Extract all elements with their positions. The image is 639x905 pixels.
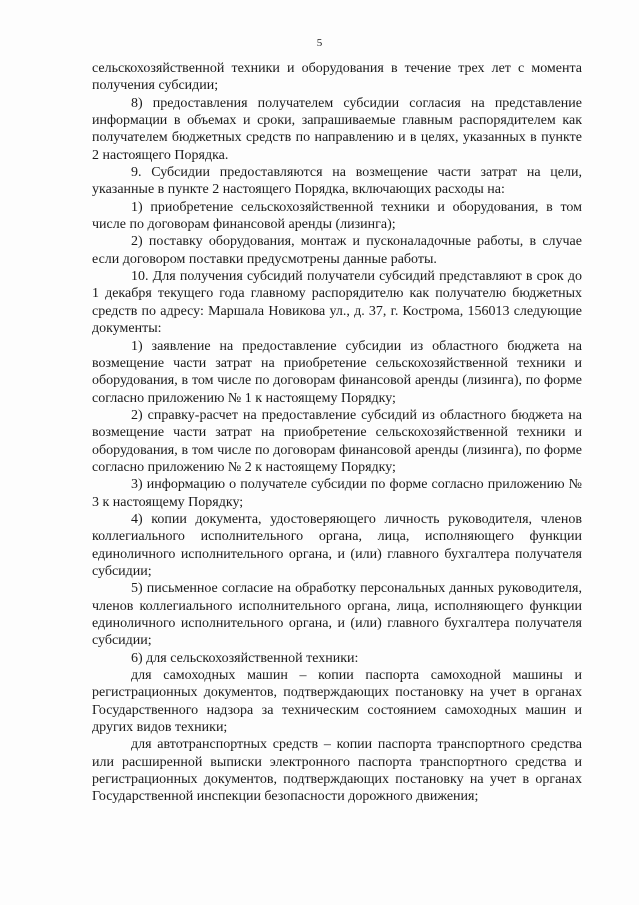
paragraph-motor-vehicles: для автотранспортных средств – копии паспорта транспортного средства или расширенной выписки электронного паспорта транспортного средства и регистрационных документов, подтверждающих постановку на учет в органах Государственной инспекции безопасности дорожного движения; [92,737,582,805]
paragraph-clause-9: 9. Субсидии предоставляются на возмещение части затрат на цели, указанные в пункте 2 настоящего Порядка, включающих расходы на: [92,165,582,198]
paragraph-clause-10-item-2: 2) справку-расчет на предоставление субсидий из областного бюджета на возмещение части затрат на приобретение сельскохозяйственной техники и оборудования, в том числе по договорам финансовой аренды (лизинга), по форме согласно приложению № 2 к настоящему Порядку; [92,407,582,475]
paragraph-clause-10-item-1: 1) заявление на предоставление субсидии из областного бюджета на возмещение части затрат на приобретение сельскохозяйственной техники и оборудования, в том числе по договорам финансовой аренды (лизинга), по форме согласно приложению № 1 к настоящему Порядку; [92,338,582,406]
paragraph-self-propelled-machines: для самоходных машин – копии паспорта самоходной машины и регистрационных документов, подтверждающих постановку на учет в органах Государственного надзора за техническим состоянием самоходных машин и других видов техники; [92,668,582,736]
document-body [92,60,582,806]
paragraph-clause-10: 10. Для получения субсидий получатели субсидий представляют в срок до 1 декабря текущего года главному распорядителю как получателю бюджетных средств по адресу: Маршала Новикова ул., д. 37, г. Кострома, 156013 следующие документы: [92,269,582,337]
paragraph-clause-10-item-5: 5) письменное согласие на обработку персональных данных руководителя, членов коллегиального исполнительного органа, лица, исполняющего функции единоличного исполнительного органа, и (или) главного бухгалтера получателя субсидии; [92,581,582,649]
paragraph-continuation: сельскохозяйственной техники и оборудования в течение трех лет с момента получения субсидии; [92,61,582,94]
paragraph-clause-10-item-4: 4) копии документа, удостоверяющего личность руководителя, членов коллегиального исполнительного органа, лица, исполняющего функции единоличного исполнительного органа, и (или) главного бухгалтера получателя субсидии; [92,511,582,579]
page-number: 5 [316,37,323,49]
paragraph-clause-9-item-2: 2) поставку оборудования, монтаж и пусконаладочные работы, в случае если договором поставки предусмотрены данные работы. [92,234,582,267]
paragraph-item-8: 8) предоставления получателем субсидии согласия на представление информации в объемах и сроки, запрашиваемые главным распорядителем как получателем бюджетных средств по направлению и в целях, указанных в пункте 2 настоящего Порядка. [92,95,582,163]
paragraph-clause-9-item-1: 1) приобретение сельскохозяйственной техники и оборудования, в том числе по договорам финансовой аренды (лизинга); [92,199,582,233]
paragraph-clause-10-item-6: 6) для сельскохозяйственной техники: [131,650,359,666]
paragraph-clause-10-item-3: 3) информацию о получателе субсидии по форме согласно приложению № 3 к настоящему Порядку; [92,477,582,510]
